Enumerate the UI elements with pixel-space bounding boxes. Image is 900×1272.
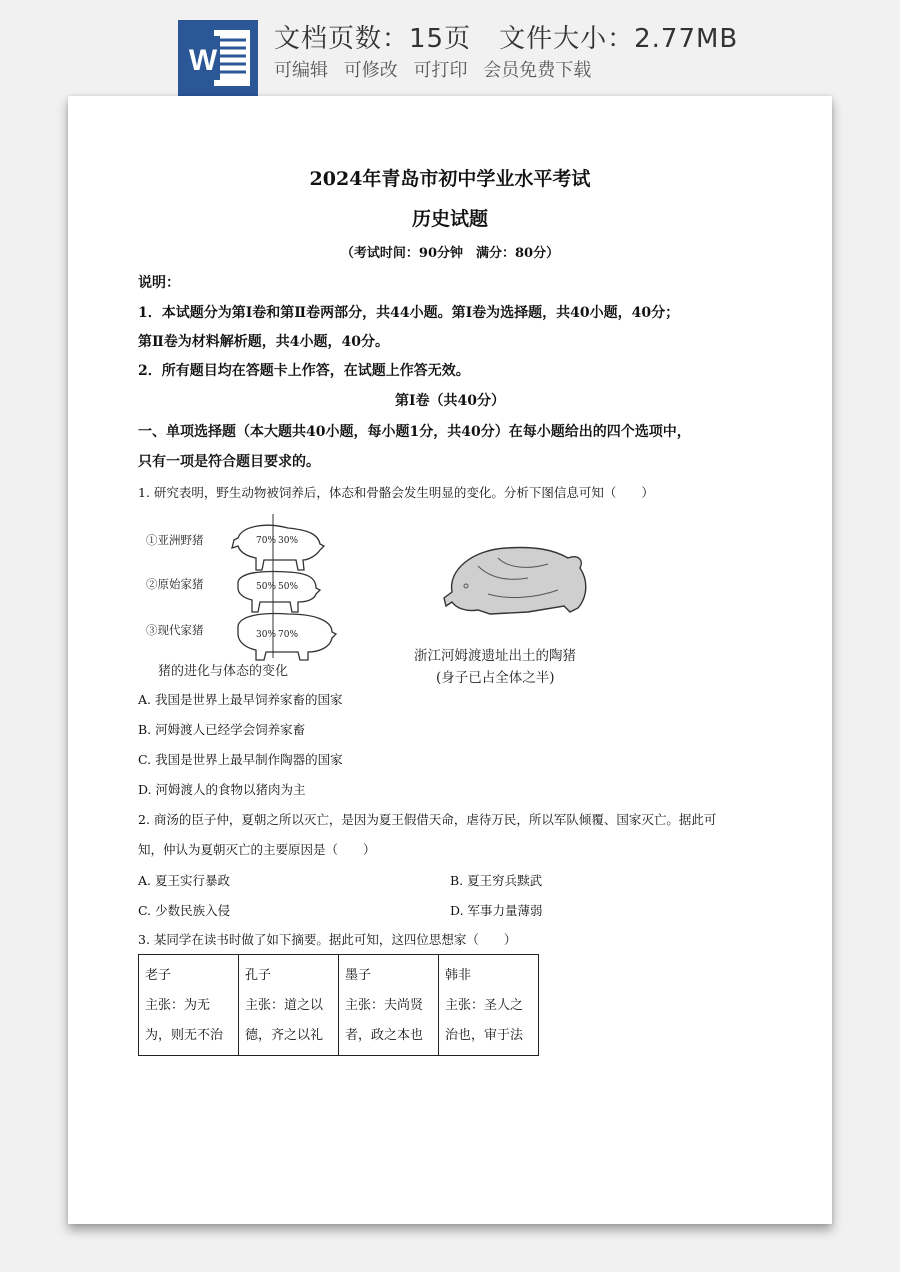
thinker-idea-line-2: 德，齐之以礼 <box>245 1028 324 1043</box>
word-document-icon <box>178 20 258 96</box>
question-2-stem-line-1: 2. 商汤的臣子仲，夏朝之所以灭亡，是因为夏王假借天命，虐待万民，所以军队倾覆、国家灭亡。据此可 <box>138 812 717 827</box>
pottery-pig-drawing <box>408 536 608 636</box>
question-1-stem: 1. 研究表明，野生动物被饲养后，体态和骨骼会发生明显的变化。分析下图信息可知（ ） <box>138 485 654 500</box>
table-cell-hanfei <box>439 955 539 1056</box>
part-1-heading: 第Ⅰ卷（共40分） <box>394 393 506 409</box>
pottery-pig-figure <box>408 536 608 686</box>
note-1-line-2: 第Ⅱ卷为材料解析题，共4小题，40分。 <box>138 334 390 350</box>
pig-label-primitive: ②原始家猪 <box>146 577 204 591</box>
q1-option-d: D. 河姆渡人的食物以猪肉为主 <box>138 782 306 797</box>
table-cell-kongzi <box>239 955 339 1056</box>
pig-label-wild-boar: ①亚洲野猪 <box>146 533 204 547</box>
feature-list <box>274 56 601 82</box>
notes-heading: 说明： <box>138 275 180 291</box>
ratio-1-back: 30% <box>278 536 299 546</box>
q2-option-b: B. 夏王穷兵黩武 <box>450 873 543 888</box>
note-1-line-1: 1．本试题分为第Ⅰ卷和第Ⅱ卷两部分，共44小题。第Ⅰ卷为选择题，共40小题，40分； <box>138 305 680 321</box>
ratio-2-back: 50% <box>278 582 299 592</box>
q2-option-a: A. 夏王实行暴政 <box>138 873 230 888</box>
file-info <box>274 18 738 55</box>
thinker-idea-line-1: 主张：圣人之 <box>445 998 524 1013</box>
thinker-idea-line-1: 主张：夫尚贤 <box>345 998 424 1013</box>
ratio-2-front: 50% <box>256 582 277 592</box>
pig-label-modern: ③现代家猪 <box>146 623 204 637</box>
thinker-name: 老子 <box>145 968 172 983</box>
document-page <box>68 96 832 1224</box>
q2-option-d: D. 军事力量薄弱 <box>450 903 543 918</box>
pig-figure-caption: 猪的进化与体态的变化 <box>158 664 289 679</box>
q1-option-c: C. 我国是世界上最早制作陶器的国家 <box>138 752 343 767</box>
thinkers-table <box>138 954 539 1056</box>
q2-option-c: C. 少数民族入侵 <box>138 903 231 918</box>
note-2: 2．所有题目均在答题卡上作答，在试题上作答无效。 <box>138 363 470 379</box>
ratio-1-front: 70% <box>256 536 277 546</box>
download-header <box>0 0 900 100</box>
subject-title: 历史试题 <box>411 208 488 230</box>
file-size: 文件大小：2.77MB <box>499 24 739 54</box>
pig-evolution-figure <box>138 508 348 680</box>
question-2-stem-line-2: 知，仲认为夏朝灭亡的主要原因是（ ） <box>138 842 376 857</box>
exam-title: 2024年青岛市初中学业水平考试 <box>309 168 591 190</box>
q1-option-a: A. 我国是世界上最早饲养家畜的国家 <box>138 692 343 707</box>
feature-editable: 可编辑 <box>274 60 328 81</box>
thinker-name: 韩非 <box>445 968 472 983</box>
thinker-idea-line-2: 治也，审于法 <box>445 1028 524 1043</box>
feature-free-download: 会员免费下载 <box>483 60 592 81</box>
ratio-3-back: 70% <box>278 630 299 640</box>
table-row <box>139 955 539 1056</box>
svg-text:W: W <box>188 44 218 77</box>
pottery-pig-caption-2: (身子已占全体之半) <box>436 670 555 686</box>
exam-info: （考试时间：90分钟 满分：80分） <box>340 246 560 261</box>
feature-modifiable: 可修改 <box>343 60 398 81</box>
thinker-name: 孔子 <box>245 968 272 983</box>
thinker-idea-line-1: 主张：为无 <box>145 998 211 1013</box>
feature-printable: 可打印 <box>413 60 468 81</box>
pottery-pig-caption-1: 浙江河姆渡遗址出土的陶猪 <box>414 648 576 664</box>
thinker-idea-line-2: 者，政之本也 <box>345 1028 424 1043</box>
table-cell-mozi <box>339 955 439 1056</box>
thinker-idea-line-1: 主张：道之以 <box>245 998 324 1013</box>
section-1-line-2: 只有一项是符合题目要求的。 <box>138 454 320 470</box>
table-cell-laozi <box>139 955 239 1056</box>
thinker-name: 墨子 <box>345 968 372 983</box>
question-3-stem: 3. 某同学在读书时做了如下摘要。据此可知，这四位思想家（ ） <box>138 932 517 947</box>
page-count: 文档页数：15页 <box>274 24 472 54</box>
q1-option-b: B. 河姆渡人已经学会饲养家畜 <box>138 722 306 737</box>
section-1-line-1: 一、单项选择题（本大题共40小题，每小题1分，共40分）在每小题给出的四个选项中， <box>138 424 691 440</box>
thinker-idea-line-2: 为，则无不治 <box>145 1028 224 1043</box>
ratio-3-front: 30% <box>256 630 277 640</box>
